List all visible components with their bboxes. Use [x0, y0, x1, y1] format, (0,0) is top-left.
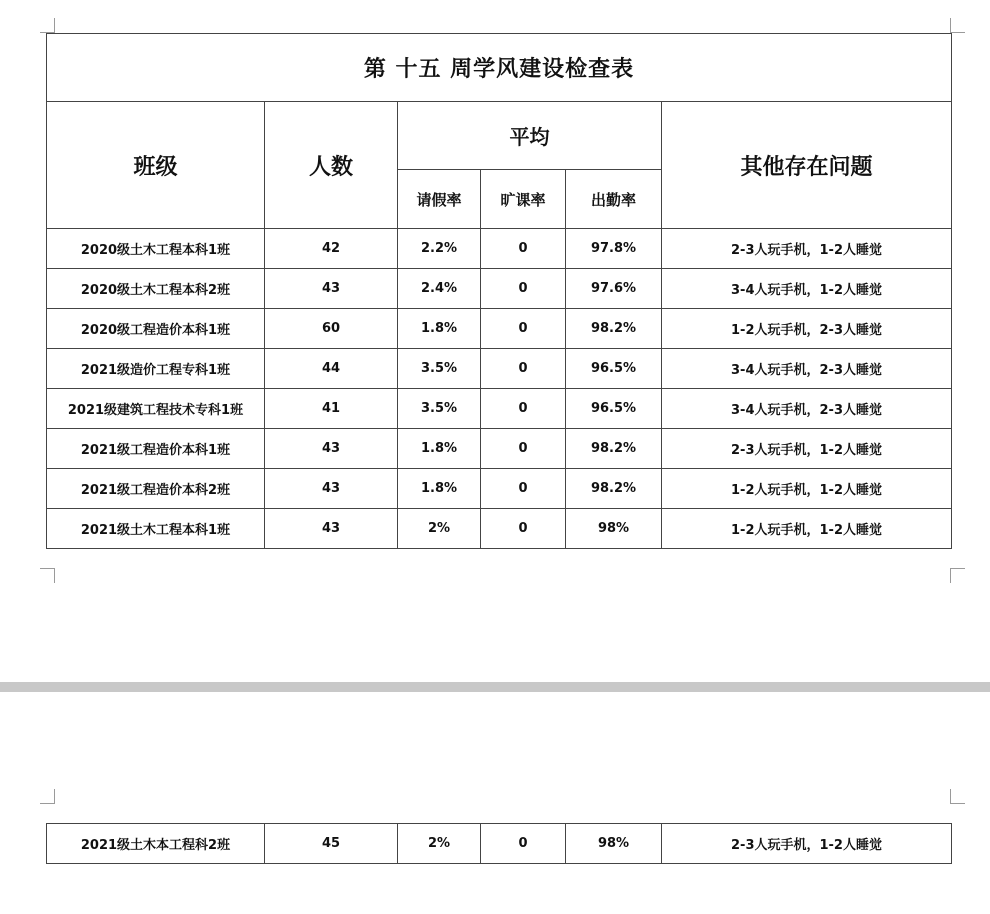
table-row	[47, 429, 952, 469]
cell-attendance: 97.6%	[566, 269, 662, 309]
cell-absent: 0	[481, 429, 566, 469]
cell-class: 2021级工程造价本科1班	[47, 429, 265, 469]
cell-class: 2020级土木工程本科1班	[47, 229, 265, 269]
crop-mark	[40, 18, 55, 33]
cell-leave: 3.5%	[398, 349, 481, 389]
cell-attendance: 98.2%	[566, 429, 662, 469]
crop-mark	[950, 568, 965, 583]
cell-count: 43	[265, 469, 398, 509]
table-row	[47, 389, 952, 429]
cell-attendance: 98.2%	[566, 469, 662, 509]
crop-mark	[40, 568, 55, 583]
cell-count: 41	[265, 389, 398, 429]
cell-class: 2021级造价工程专科1班	[47, 349, 265, 389]
cell-absent: 0	[481, 309, 566, 349]
document-page-2	[0, 692, 990, 914]
cell-count: 42	[265, 229, 398, 269]
page-break-gap	[0, 682, 990, 692]
cell-attendance: 98%	[566, 509, 662, 549]
header-count: 人数	[265, 102, 398, 229]
cell-issues: 3-4人玩手机，2-3人睡觉	[662, 389, 952, 429]
cell-count: 60	[265, 309, 398, 349]
table-row	[47, 309, 952, 349]
inspection-table	[46, 33, 952, 549]
cell-count: 43	[265, 269, 398, 309]
table-row	[47, 349, 952, 389]
crop-mark	[950, 789, 965, 804]
cell-leave: 2.2%	[398, 229, 481, 269]
cell-leave: 3.5%	[398, 389, 481, 429]
cell-attendance: 98%	[566, 824, 662, 864]
cell-leave: 2%	[398, 824, 481, 864]
header-issues: 其他存在问题	[662, 102, 952, 229]
table-title: 第 十五 周学风建设检查表	[47, 34, 952, 102]
cell-issues: 3-4人玩手机，1-2人睡觉	[662, 269, 952, 309]
cell-count: 43	[265, 429, 398, 469]
cell-absent: 0	[481, 229, 566, 269]
cell-leave: 1.8%	[398, 429, 481, 469]
table-row	[47, 509, 952, 549]
cell-absent: 0	[481, 824, 566, 864]
table-row	[47, 269, 952, 309]
cell-leave: 1.8%	[398, 469, 481, 509]
cell-attendance: 98.2%	[566, 309, 662, 349]
cell-class: 2021级工程造价本科2班	[47, 469, 265, 509]
table-row	[47, 469, 952, 509]
cell-absent: 0	[481, 389, 566, 429]
cell-issues: 2-3人玩手机，1-2人睡觉	[662, 229, 952, 269]
cell-attendance: 97.8%	[566, 229, 662, 269]
cell-attendance: 96.5%	[566, 349, 662, 389]
cell-class: 2021级土木工程本科1班	[47, 509, 265, 549]
cell-class: 2021级建筑工程技术专科1班	[47, 389, 265, 429]
cell-count: 44	[265, 349, 398, 389]
cell-absent: 0	[481, 269, 566, 309]
cell-absent: 0	[481, 349, 566, 389]
table-row	[47, 824, 952, 864]
cell-issues: 1-2人玩手机，1-2人睡觉	[662, 509, 952, 549]
cell-class: 2020级土木工程本科2班	[47, 269, 265, 309]
cell-issues: 1-2人玩手机，1-2人睡觉	[662, 469, 952, 509]
cell-class: 2021级土木本工程科2班	[47, 824, 265, 864]
header-absent-rate: 旷课率	[481, 170, 566, 229]
cell-leave: 2.4%	[398, 269, 481, 309]
cell-class: 2020级工程造价本科1班	[47, 309, 265, 349]
cell-absent: 0	[481, 509, 566, 549]
inspection-table-continued	[46, 823, 952, 864]
crop-mark	[40, 789, 55, 804]
table-row	[47, 229, 952, 269]
cell-absent: 0	[481, 469, 566, 509]
header-average: 平均	[398, 102, 662, 170]
crop-mark	[950, 18, 965, 33]
header-attendance-rate: 出勤率	[566, 170, 662, 229]
cell-count: 45	[265, 824, 398, 864]
cell-leave: 1.8%	[398, 309, 481, 349]
header-leave-rate: 请假率	[398, 170, 481, 229]
cell-leave: 2%	[398, 509, 481, 549]
cell-count: 43	[265, 509, 398, 549]
cell-attendance: 96.5%	[566, 389, 662, 429]
header-class: 班级	[47, 102, 265, 229]
cell-issues: 2-3人玩手机，1-2人睡觉	[662, 824, 952, 864]
cell-issues: 3-4人玩手机，2-3人睡觉	[662, 349, 952, 389]
cell-issues: 2-3人玩手机，1-2人睡觉	[662, 429, 952, 469]
cell-issues: 1-2人玩手机，2-3人睡觉	[662, 309, 952, 349]
